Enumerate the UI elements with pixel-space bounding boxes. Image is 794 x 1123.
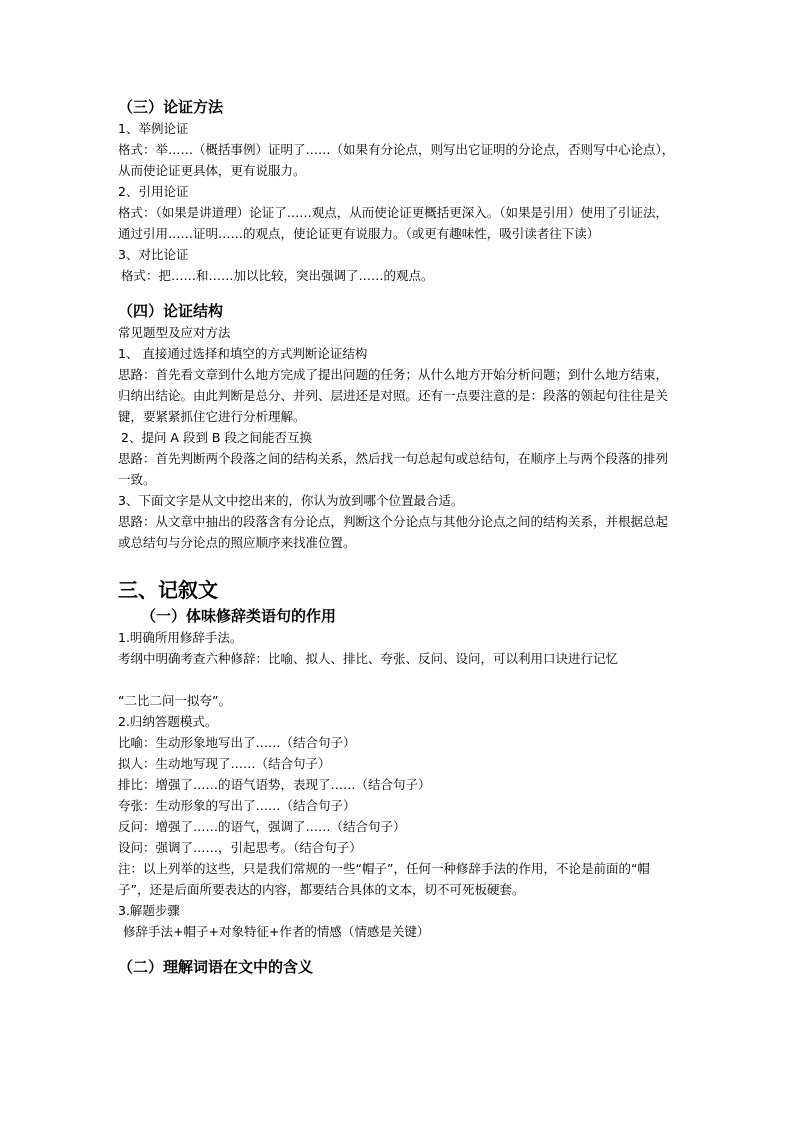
step-1-text: 考纲中明确考查六种修辞：比喻、拟人、排比、夸张、反问、设问，可以利用口诀进行记忆	[118, 651, 619, 666]
structure-intro: 常见题型及应对方法	[118, 325, 231, 340]
question-text-3: 思路：从文章中抽出的段落含有分论点，判断这个分论点与其他分论点之间的结构关系，并根据总起或总结句与分论点的照应顺序来找准位置。	[118, 514, 669, 550]
subsection-heading-word-meaning: （二）理解词语在文中的含义	[118, 958, 314, 976]
step-1-mnemonic: “二比二问一拟夸”。	[118, 693, 231, 708]
question-title-2: 2、提问 A 段到 B 段之间能否互换	[121, 430, 312, 445]
subsection-heading-rhetoric: （一）体味修辞类语句的作用	[141, 607, 337, 625]
section-heading-argument-structure: （四）论证结构	[118, 302, 224, 320]
formula-metaphor: 比喻：生动形象地写出了……（结合句子）	[118, 735, 356, 750]
formula-personification: 拟人：生动地写现了……（结合句子）	[118, 756, 331, 771]
formula-parallelism: 排比：增强了……的语气语势，表现了……（结合句子）	[118, 777, 431, 792]
item-title-citation: 2、引用论证	[118, 184, 189, 199]
item-title-example: 1、举例论证	[118, 121, 189, 136]
question-title-3: 3、下面文字是从文中挖出来的，你认为放到哪个位置最合适。	[118, 493, 464, 508]
step-3-text: 修辞手法+帽子+对象特征+作者的情感（情感是关键）	[123, 924, 430, 939]
formula-rhetorical-question: 反问：增强了……的语气，强调了……（结合句子）	[118, 819, 406, 834]
step-3-title: 3.解题步骤	[118, 903, 180, 918]
item-title-contrast: 3、对比论证	[118, 247, 189, 262]
note-text: 注：以上列举的这些，只是我们常规的一些“帽子”，任何一种修辞手法的作用，不论是前面的“帽子”，还是后面所要表达的内容，都要结合具体的文本，切不可死板硬套。	[118, 861, 650, 897]
section-heading-argument-methods: （三）论证方法	[118, 98, 224, 116]
formula-hyperbole: 夸张：生动形象的写出了……（结合句子）	[118, 798, 356, 813]
step-2-title: 2.归纳答题模式。	[118, 714, 218, 729]
formula-self-question: 设问：强调了……，引起思考。（结合句子）	[118, 840, 362, 855]
question-text-1: 思路：首先看文章到什么地方完成了提出问题的任务；从什么地方开始分析问题；到什么地方结束，归纳出结论。由此判断是总分、并列、层进还是对照。还有一点要注意的是：段落的领起句往往是关键，要紧紧抓住它进行分析理解。	[118, 367, 669, 424]
item-text-contrast: 格式：把……和……加以比较，突出强调了……的观点。	[121, 268, 434, 283]
question-title-1: 1、 直接通过选择和填空的方式判断论证结构	[118, 346, 368, 361]
item-text-example: 格式：举……（概括事例）证明了……（如果有分论点，则写出它证明的分论点，否则写中心论点），从而使论证更具体，更有说服力。	[118, 142, 675, 178]
question-text-2: 思路：首先判断两个段落之间的结构关系，然后找一句总起句或总结句，在顺序上与两个段落的排列一致。	[118, 451, 669, 487]
part-heading-narrative: 三、记叙文	[118, 578, 218, 602]
step-1-title: 1.明确所用修辞手法。	[118, 630, 243, 645]
item-text-citation: 格式：（如果是讲道理）论证了……观点，从而使论证更概括更深入。（如果是引用）使用了引证法，通过引用……证明……的观点，使论证更有说服力。（或更有趣味性，吸引读者往下读）	[118, 205, 669, 241]
document-page	[118, 96, 680, 978]
